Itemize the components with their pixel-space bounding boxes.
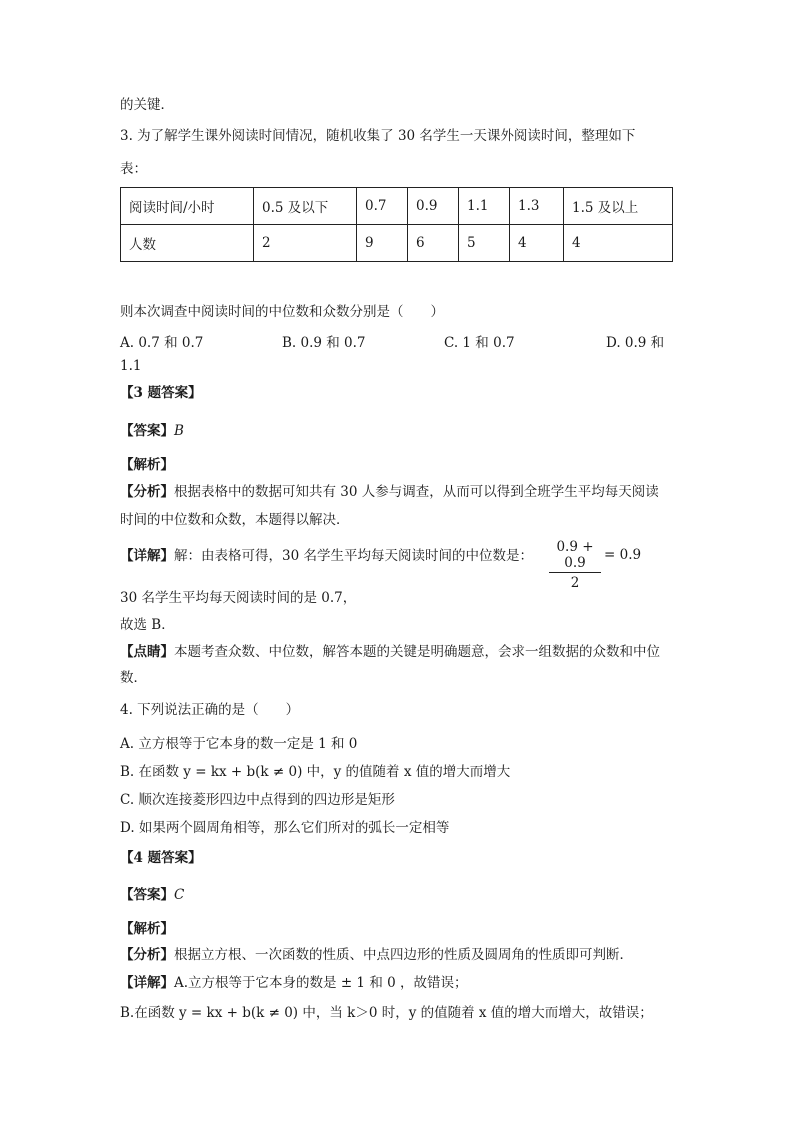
answer-header-3: 【3 题答案】 (120, 385, 202, 401)
table-cell: 9 (357, 225, 408, 262)
answer-header-4: 【4 题答案】 (120, 850, 202, 866)
reading-time-table (120, 187, 673, 262)
table-cell: 6 (408, 225, 459, 262)
q4-option-b: B. 在函数 y = kx + b(k ≠ 0) 中，y 的值随着 x 值的增大而增大 (120, 764, 511, 780)
choose-line: 故选 B． (120, 617, 175, 633)
option-a: A. 0.7 和 0.7 (120, 335, 204, 351)
analysis-fenxi: 【分析】根据表格中的数据可知共有 30 人参与调查，从而可以得到全班学生平均每天阅读 (120, 484, 659, 500)
table-cell: 1.1 (459, 188, 510, 225)
answer-label: 【答案】B (120, 423, 184, 439)
fraction-denominator: 2 (570, 575, 580, 591)
detail-b-line: B.在函数 y = kx + b(k ≠ 0) 中，当 k＞0 时，y 的值随着 x 值的增大而增大，故错误； (120, 1005, 653, 1021)
table-cell: 4 (564, 225, 673, 262)
median-fraction (549, 539, 601, 591)
answer-value: B (174, 423, 184, 439)
table-cell: 0.9 (408, 188, 459, 225)
table-cell: 阅读时间/小时 (121, 188, 254, 225)
detail-explanation-4: 【详解】A.立方根等于它本身的数是 ± 1 和 0 ，故错误； (120, 975, 468, 991)
detail-explanation: 【详解】解：由表格可得，30 名学生平均每天阅读时间的中位数是： (120, 548, 533, 564)
comment-line: 【点睛】本题考查众数、中位数，解答本题的关键是明确题意，会求一组数据的众数和中位 (120, 644, 660, 660)
mode-line: 30 名学生平均每天阅读时间的是 0.7， (120, 590, 357, 606)
fraction-result: = 0.9 (604, 547, 642, 563)
table-cell: 0.7 (357, 188, 408, 225)
fraction-numerator: 0.9 + 0.9 (549, 539, 601, 573)
analysis-label: 【解析】 (120, 457, 174, 473)
option-c: C. 1 和 0.7 (444, 335, 515, 351)
option-d: D. 0.9 和 (606, 335, 665, 351)
table-row (121, 225, 673, 262)
comment-line-cont: 数． (120, 670, 147, 686)
q4-option-d: D. 如果两个圆周角相等，那么它们所对的弧长一定相等 (120, 820, 450, 836)
table-cell: 2 (254, 225, 357, 262)
option-b: B. 0.9 和 0.7 (282, 335, 366, 351)
q4-option-c: C. 顺次连接菱形四边中点得到的四边形是矩形 (120, 792, 395, 808)
analysis-fenxi-4: 【分析】根据立方根、一次函数的性质、中点四边形的性质及圆周角的性质即可判断． (120, 947, 633, 963)
table-cell: 4 (510, 225, 564, 262)
table-cell: 人数 (121, 225, 254, 262)
q4-option-a: A. 立方根等于它本身的数一定是 1 和 0 (120, 736, 358, 752)
question-3-prompt: 则本次调查中阅读时间的中位数和众数分别是（ ） (120, 304, 444, 320)
question-3-text: 3. 为了解学生课外阅读时间情况，随机收集了 30 名学生一天课外阅读时间，整理如下 (120, 128, 636, 144)
table-row (121, 188, 673, 225)
table-cell: 1.3 (510, 188, 564, 225)
table-cell: 1.5 及以上 (564, 188, 673, 225)
analysis-label-4: 【解析】 (120, 921, 174, 937)
option-d-cont: 1.1 (120, 358, 142, 374)
question-4-text: 4. 下列说法正确的是（ ） (120, 702, 300, 718)
analysis-fenxi-cont: 时间的中位数和众数，本题得以解决． (120, 512, 350, 528)
table-cell: 5 (459, 225, 510, 262)
question-3-text-cont: 表： (120, 161, 147, 177)
answer-label-4: 【答案】C (120, 887, 185, 903)
table-cell: 0.5 及以下 (254, 188, 357, 225)
answer-value-4: C (174, 887, 185, 903)
continued-text: 的关键． (120, 97, 174, 113)
